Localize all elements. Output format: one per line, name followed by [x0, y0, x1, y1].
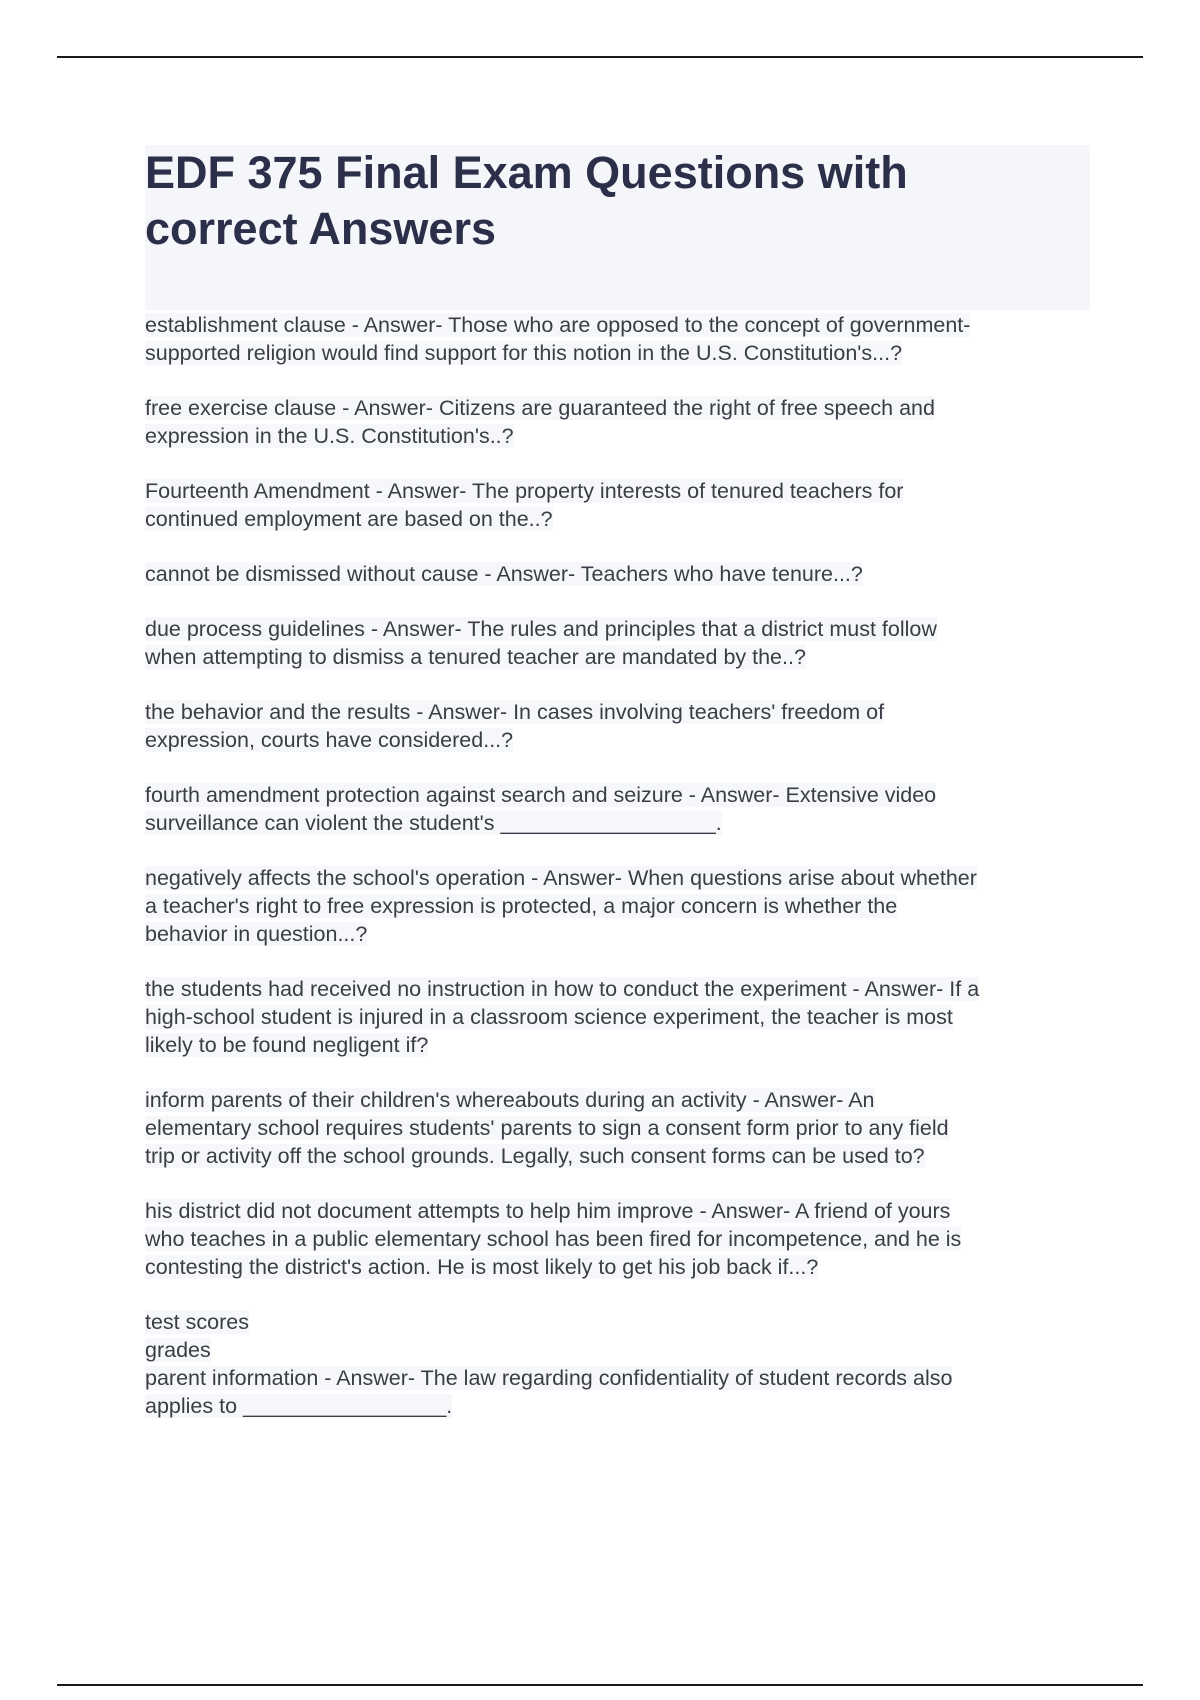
qa-text: negatively affects the school's operation - Answer- When questions arise about whether a teacher's right to free expression is protected, a major concern is whether the behavior in question...?: [145, 866, 977, 946]
qa-item-10: [145, 1086, 1090, 1170]
qa-item-9: [145, 975, 1090, 1059]
qa-text: cannot be dismissed without cause - Answer- Teachers who have tenure...?: [145, 562, 863, 586]
qa-text: Fourteenth Amendment - Answer- The property interests of tenured teachers for continued employment are based on the..?: [145, 479, 904, 531]
bottom-rule: [57, 1684, 1143, 1686]
qa-item-8: [145, 864, 1090, 948]
qa-item-11: [145, 1197, 1090, 1281]
qa-item-5: [145, 615, 1090, 671]
qa-text: free exercise clause - Answer- Citizens are guaranteed the right of free speech and expression in the U.S. Constitution's..?: [145, 396, 935, 448]
qa-item-3: [145, 477, 1090, 533]
qa-text: inform parents of their children's whereabouts during an activity - Answer- An elementary school requires students' parents to sign a consent form prior to any field trip or activity off the school grounds. Legally, such consent forms can be used to?: [145, 1088, 949, 1168]
qa-text: due process guidelines - Answer- The rules and principles that a district must follow when attempting to dismiss a tenured teacher are mandated by the..?: [145, 617, 937, 669]
qa-list: [145, 311, 1090, 1447]
qa-item-6: [145, 698, 1090, 754]
qa-item-2: [145, 394, 1090, 450]
qa-text: establishment clause - Answer- Those who are opposed to the concept of government- supported religion would find support for this notion in the U.S. Constitution's...?: [145, 313, 971, 365]
qa-text: the behavior and the results - Answer- In cases involving teachers' freedom of expression, courts have considered...?: [145, 700, 885, 752]
title-block: [145, 145, 1090, 310]
page-title: EDF 375 Final Exam Questions with correct Answers: [145, 147, 908, 254]
qa-item-4: [145, 560, 1090, 588]
qa-item-7: [145, 781, 1090, 837]
qa-item-1: [145, 311, 1090, 367]
qa-text: fourth amendment protection against search and seizure - Answer- Extensive video surveillance can violent the student's __________________.: [145, 783, 937, 835]
top-rule: [57, 56, 1143, 58]
qa-text: test scores grades parent information - Answer- The law regarding confidentiality of student records also applies to _________________.: [145, 1310, 953, 1418]
qa-item-12: [145, 1308, 1090, 1420]
qa-text: the students had received no instruction in how to conduct the experiment - Answer- If a high-school student is injured in a classroom science experiment, the teacher is most likely to be found negligent if?: [145, 977, 980, 1057]
qa-text: his district did not document attempts to help him improve - Answer- A friend of yours who teaches in a public elementary school has been fired for incompetence, and he is contesting the district's action. He is most likely to get his job back if...?: [145, 1199, 962, 1279]
